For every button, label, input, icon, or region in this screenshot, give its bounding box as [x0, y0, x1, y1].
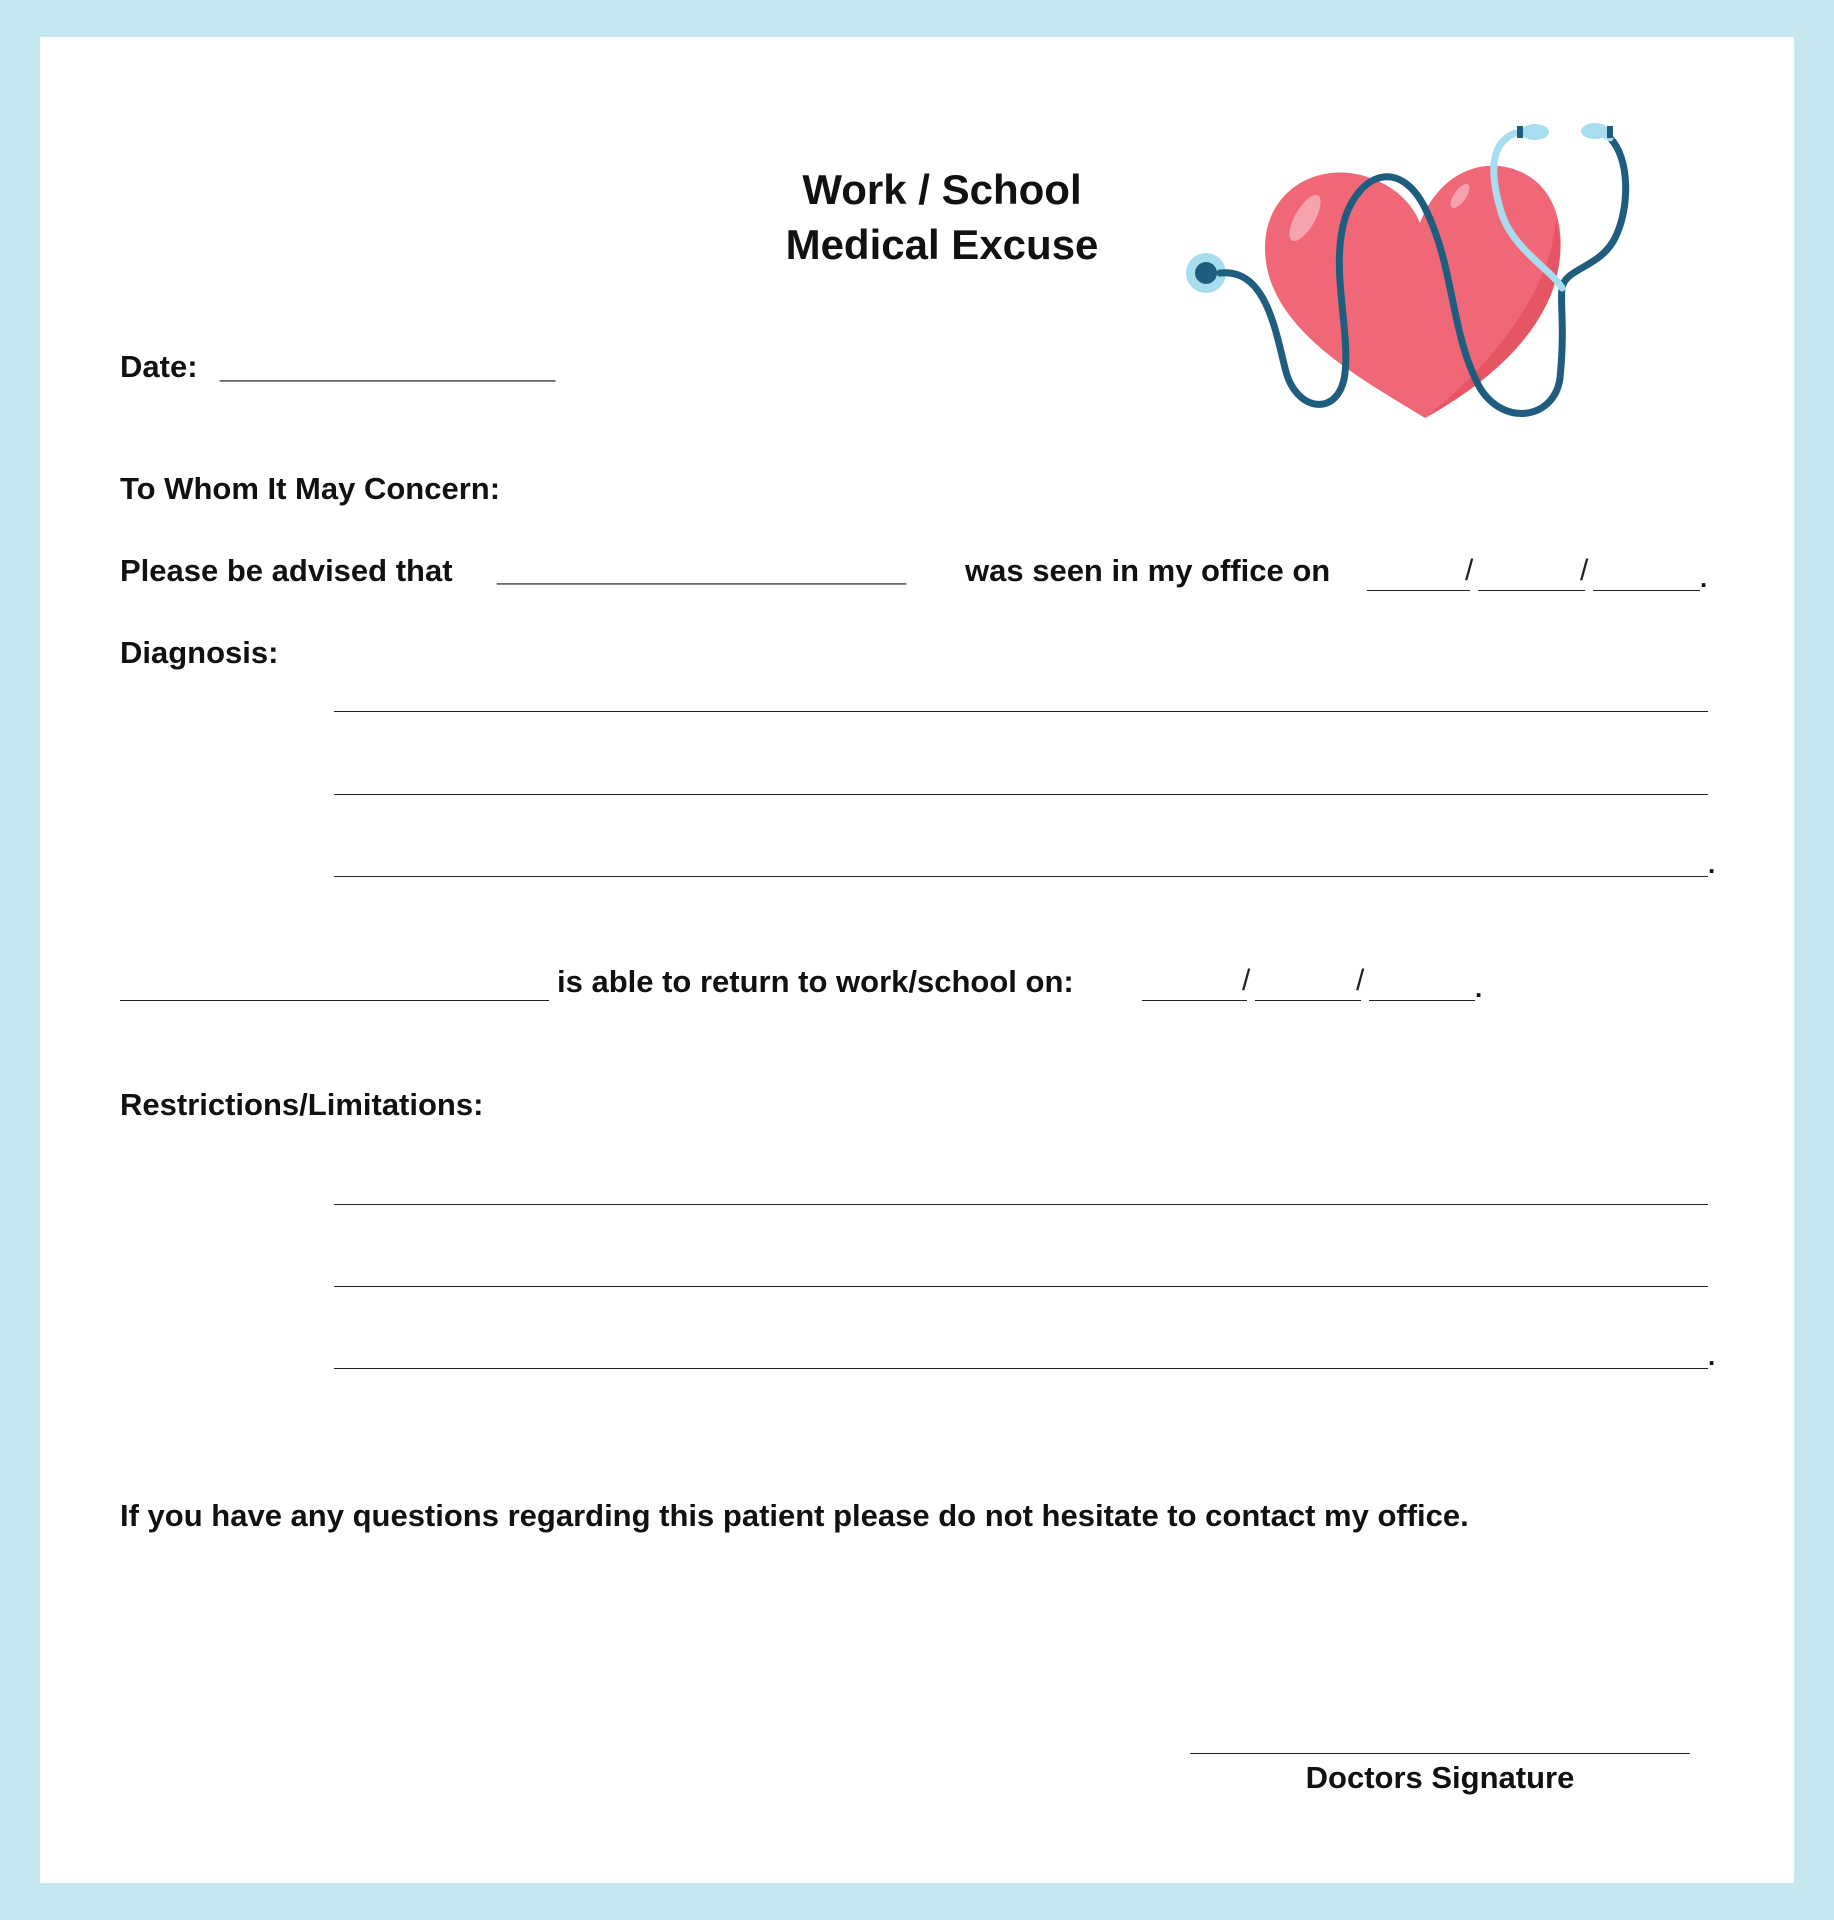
title-line-1: Work / School — [802, 166, 1082, 213]
diagnosis-line[interactable] — [334, 794, 1708, 795]
restrictions-label: Restrictions/Limitations: — [120, 1087, 484, 1122]
advised-end-mark: . — [1700, 563, 1708, 593]
return-text: is able to return to work/school on: — [557, 964, 1074, 999]
date-separator: / — [1465, 554, 1474, 587]
restrictions-line[interactable] — [334, 1204, 1708, 1205]
visit-month-field[interactable] — [1367, 590, 1470, 591]
closing-text: If you have any questions regarding this patient please do not hesitate to contact my office. — [120, 1498, 1469, 1533]
visit-day-field[interactable] — [1478, 590, 1585, 591]
date-blank[interactable]: ____________________ — [220, 350, 555, 385]
title-line-2: Medical Excuse — [785, 221, 1099, 268]
greeting-text: To Whom It May Concern: — [120, 471, 501, 506]
restrictions-line[interactable] — [334, 1286, 1708, 1287]
heart-stethoscope-illustration — [1170, 118, 1650, 428]
restrictions-end-mark: . — [1708, 1341, 1716, 1371]
return-name-field[interactable] — [120, 1000, 549, 1001]
date-separator: / — [1242, 964, 1251, 997]
advised-prefix: Please be advised that — [120, 553, 453, 588]
patient-name-blank[interactable]: ________________________ — [497, 553, 906, 588]
diagnosis-line[interactable] — [334, 876, 1708, 877]
diagnosis-end-mark: . — [1708, 849, 1716, 879]
signature-label: Doctors Signature — [1305, 1760, 1575, 1795]
return-end-mark: . — [1475, 973, 1483, 1003]
return-day-field[interactable] — [1255, 1000, 1361, 1001]
date-separator: / — [1356, 964, 1365, 997]
diagnosis-label: Diagnosis: — [120, 635, 279, 670]
return-year-field[interactable] — [1369, 1000, 1475, 1001]
heart-icon — [1265, 166, 1561, 418]
date-separator: / — [1580, 554, 1589, 587]
date-label: Date: — [120, 349, 198, 384]
visit-year-field[interactable] — [1593, 590, 1700, 591]
diagnosis-line[interactable] — [334, 711, 1708, 712]
advised-middle: was seen in my office on — [965, 553, 1331, 588]
signature-line[interactable] — [1190, 1753, 1690, 1754]
return-month-field[interactable] — [1142, 1000, 1247, 1001]
restrictions-line[interactable] — [334, 1368, 1708, 1369]
